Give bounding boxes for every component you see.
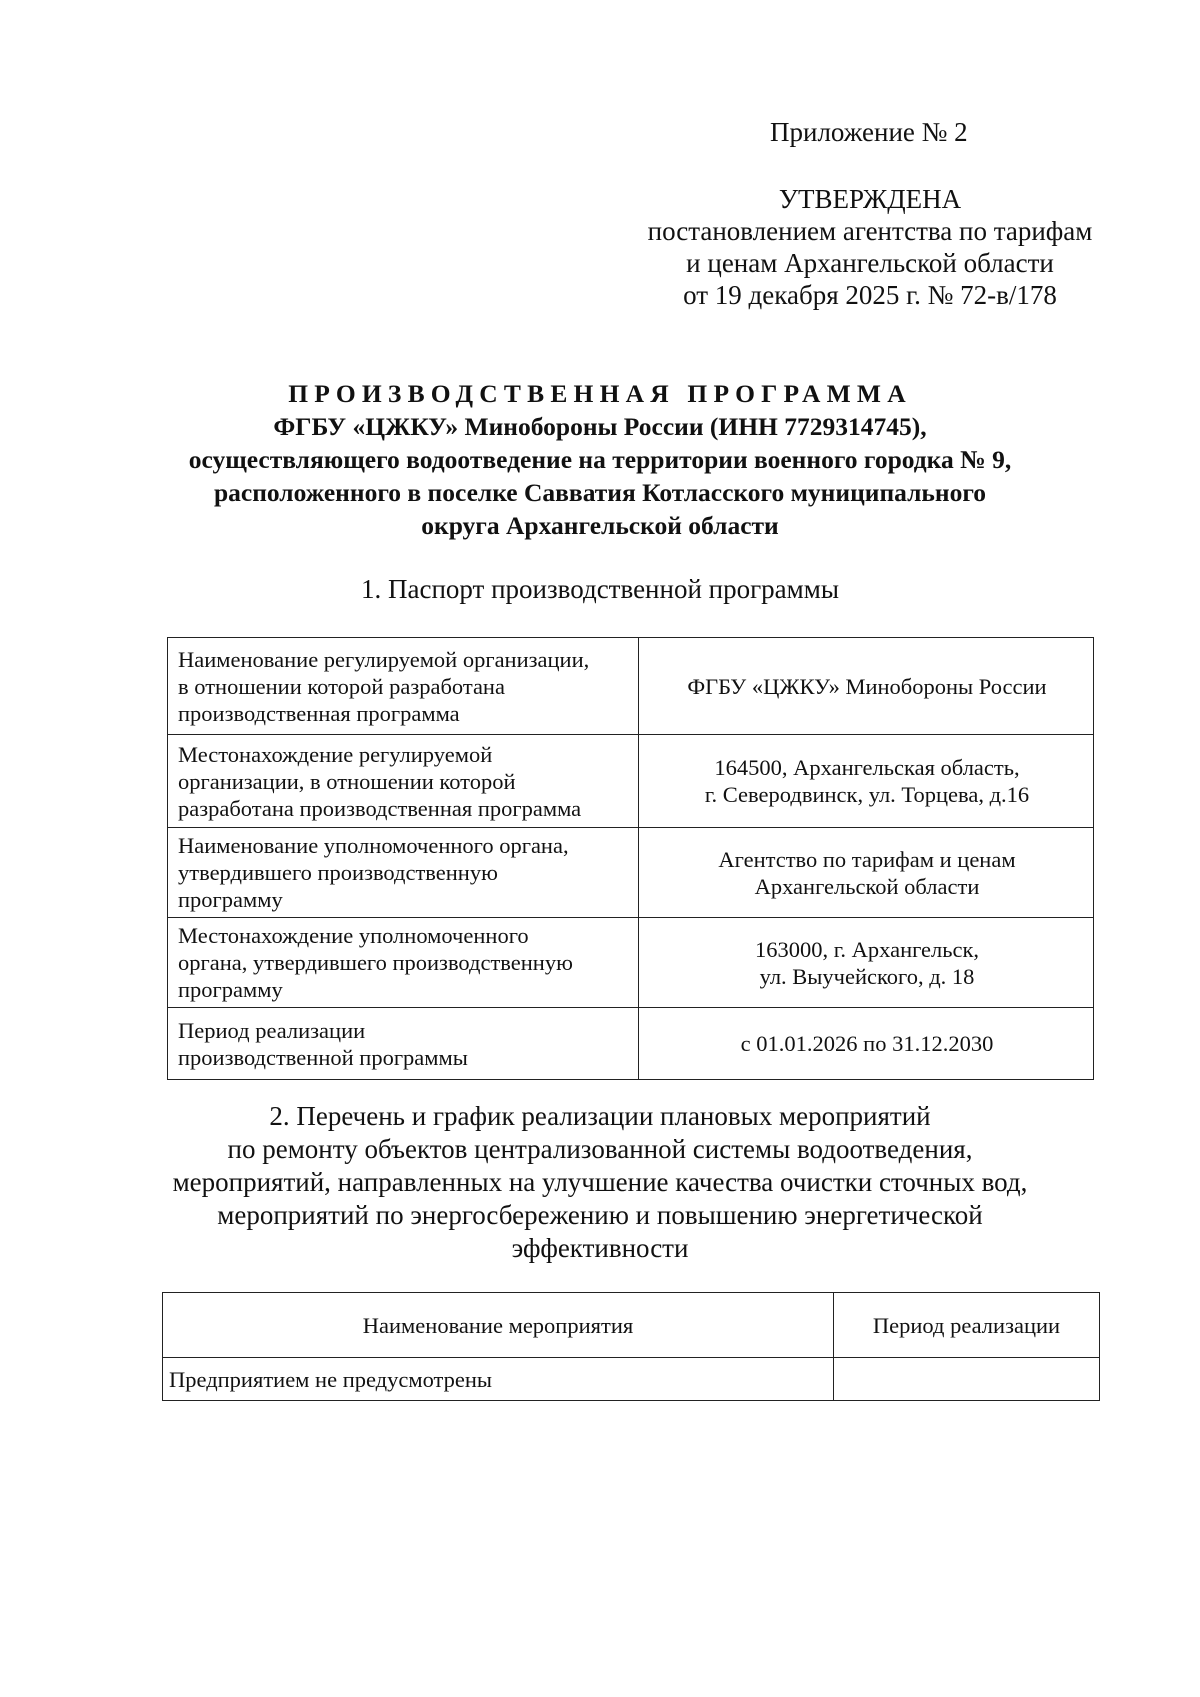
cell-text: программу	[178, 977, 283, 1002]
events-table	[162, 1292, 1100, 1401]
section-1-heading: 1. Паспорт производственной программы	[361, 574, 839, 604]
event-name-cell: Предприятием не предусмотрены	[163, 1358, 834, 1401]
program-title-line: расположенного в поселке Савватия Котласского муниципального	[213, 478, 987, 507]
section-2-heading-line: эффективности	[511, 1233, 689, 1263]
section-2-heading-line: мероприятий по энергосбережению и повышению энергетической	[217, 1200, 983, 1230]
table-row	[168, 735, 1094, 828]
section-2-heading-line: 2. Перечень и график реализации плановых мероприятий	[269, 1101, 931, 1131]
passport-label-cell	[168, 638, 639, 735]
cell-text: Наименование уполномоченного органа,	[178, 833, 569, 858]
program-title	[100, 377, 1100, 542]
cell-text: производственная программа	[178, 700, 460, 726]
passport-value-cell	[639, 918, 1094, 1008]
program-title-heading: ПРОИЗВОДСТВЕННАЯ ПРОГРАММА	[288, 379, 912, 408]
passport-value-cell	[639, 735, 1094, 828]
cell-text: организации, в отношении которой	[178, 768, 516, 794]
cell-text: ФГБУ «ЦЖКУ» Минобороны России	[687, 673, 1047, 699]
passport-label-cell	[168, 828, 639, 918]
cell-text: программу	[178, 887, 283, 912]
cell-text: производственной программы	[178, 1044, 468, 1070]
section-2-heading	[100, 1100, 1100, 1265]
cell-text: Наименование регулируемой организации,	[178, 646, 590, 672]
cell-text: Архангельской области	[754, 873, 980, 899]
cell-text: г. Северодвинск, ул. Торцева, д.16	[704, 782, 1030, 807]
appendix-number: Приложение № 2	[770, 117, 968, 147]
approval-line: постановлением агентства по тарифам	[647, 216, 1093, 246]
passport-label-cell	[168, 735, 639, 828]
approval-line: от 19 декабря 2025 г. № 72-в/178	[683, 280, 1057, 310]
cell-text: ул. Выучейского, д. 18	[759, 963, 975, 989]
table-row	[163, 1358, 1100, 1401]
cell-text: 164500, Архангельская область,	[714, 755, 1020, 780]
table-row	[168, 918, 1094, 1008]
section-2-heading-line: по ремонту объектов централизованной системы водоотведения,	[227, 1134, 973, 1164]
passport-label-cell	[168, 1008, 639, 1080]
program-title-line: ФГБУ «ЦЖКУ» Минобороны России (ИНН 7729314745),	[273, 412, 927, 441]
passport-label-cell	[168, 918, 639, 1008]
cell-text: в отношении которой разработана	[178, 673, 505, 699]
approved-word: УТВЕРЖДЕНА	[778, 184, 962, 214]
event-period-cell	[834, 1358, 1100, 1401]
approval-block	[620, 183, 1120, 311]
cell-text: с 01.01.2026 по 31.12.2030	[740, 1031, 994, 1056]
cell-text: Период реализации	[178, 1017, 366, 1043]
column-header-event-name: Наименование мероприятия	[163, 1293, 834, 1358]
program-title-line: округа Архангельской области	[421, 511, 779, 540]
column-header-period: Период реализации	[834, 1293, 1100, 1358]
table-header-row	[163, 1293, 1100, 1358]
passport-value-cell	[639, 1008, 1094, 1080]
cell-text: 163000, г. Архангельск,	[754, 936, 980, 962]
cell-text: утвердившего производственную	[178, 860, 498, 885]
table-row	[168, 1008, 1094, 1080]
table-row	[168, 828, 1094, 918]
approval-line: и ценам Архангельской области	[686, 248, 1054, 278]
program-title-line: осуществляющего водоотведение на территории военного городка № 9,	[188, 445, 1012, 474]
cell-text: Местонахождение уполномоченного	[178, 923, 529, 948]
passport-value-cell	[639, 638, 1094, 735]
table-row	[168, 638, 1094, 735]
cell-text: разработана производственная программа	[178, 795, 582, 821]
cell-text: органа, утвердившего производственную	[178, 950, 573, 975]
passport-table	[167, 637, 1094, 1080]
cell-text: Местонахождение регулируемой	[178, 741, 493, 767]
section-2-heading-line: мероприятий, направленных на улучшение качества очистки сточных вод,	[172, 1167, 1028, 1197]
passport-value-cell	[639, 828, 1094, 918]
cell-text: Агентство по тарифам и ценам	[718, 846, 1016, 872]
